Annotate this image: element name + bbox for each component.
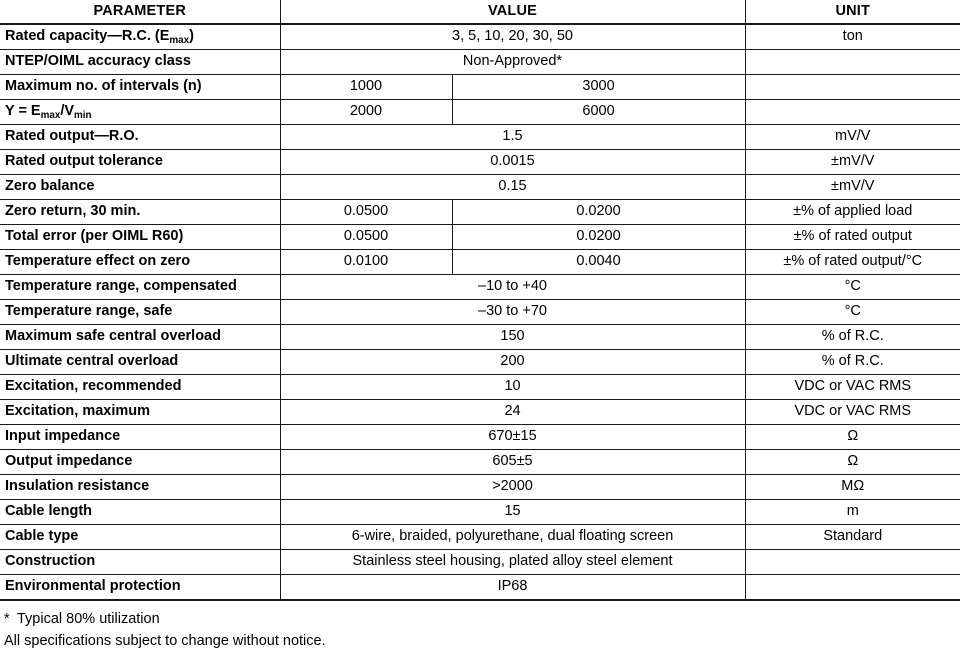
value-cell: 150 (280, 325, 745, 350)
unit-cell: % of R.C. (745, 325, 960, 350)
unit-cell: ±% of applied load (745, 200, 960, 225)
unit-cell (745, 100, 960, 125)
parameter-cell: Insulation resistance (0, 475, 280, 500)
unit-cell (745, 550, 960, 575)
unit-cell (745, 575, 960, 601)
table-row (0, 75, 960, 100)
table-row (0, 225, 960, 250)
column-header-unit: UNIT (745, 0, 960, 24)
table-header (0, 0, 960, 24)
value-cell-secondary: 3000 (452, 75, 745, 100)
unit-cell: MΩ (745, 475, 960, 500)
value-cell: 15 (280, 500, 745, 525)
unit-cell: mV/V (745, 125, 960, 150)
value-cell-primary: 2000 (280, 100, 452, 125)
parameter-cell: NTEP/OIML accuracy class (0, 50, 280, 75)
unit-cell: Standard (745, 525, 960, 550)
table-body (0, 24, 960, 600)
table-row (0, 575, 960, 601)
unit-cell: Ω (745, 425, 960, 450)
parameter-cell: Input impedance (0, 425, 280, 450)
value-cell: 24 (280, 400, 745, 425)
table-row (0, 500, 960, 525)
parameter-cell: Excitation, maximum (0, 400, 280, 425)
value-cell-primary: 0.0100 (280, 250, 452, 275)
parameter-cell: Cable type (0, 525, 280, 550)
parameter-cell: Excitation, recommended (0, 375, 280, 400)
header-row (0, 0, 960, 24)
unit-cell: Ω (745, 450, 960, 475)
value-cell-secondary: 6000 (452, 100, 745, 125)
parameter-cell: Maximum safe central overload (0, 325, 280, 350)
unit-cell (745, 75, 960, 100)
table-row (0, 275, 960, 300)
unit-cell: m (745, 500, 960, 525)
disclaimer: All specifications subject to change without notice. (4, 633, 326, 650)
table-row (0, 450, 960, 475)
value-cell: 1.5 (280, 125, 745, 150)
table-row (0, 125, 960, 150)
table-row (0, 375, 960, 400)
value-cell: 670±15 (280, 425, 745, 450)
parameter-cell: Cable length (0, 500, 280, 525)
parameter-cell: Zero balance (0, 175, 280, 200)
parameter-cell: Rated output—R.O. (0, 125, 280, 150)
value-cell: 6-wire, braided, polyurethane, dual floating screen (280, 525, 745, 550)
table-row (0, 525, 960, 550)
parameter-cell: Maximum no. of intervals (n) (0, 75, 280, 100)
table-row (0, 325, 960, 350)
value-cell: –10 to +40 (280, 275, 745, 300)
table-row (0, 300, 960, 325)
value-cell-secondary: 0.0040 (452, 250, 745, 275)
value-cell: 3, 5, 10, 20, 30, 50 (280, 24, 745, 50)
value-cell: Stainless steel housing, plated alloy steel element (280, 550, 745, 575)
table-row (0, 100, 960, 125)
parameter-cell: Construction (0, 550, 280, 575)
unit-cell: ±mV/V (745, 150, 960, 175)
notes-section (0, 601, 960, 653)
unit-cell: VDC or VAC RMS (745, 375, 960, 400)
table-row (0, 150, 960, 175)
column-header-parameter: PARAMETER (0, 0, 280, 24)
value-cell: 200 (280, 350, 745, 375)
table-row (0, 250, 960, 275)
table-row (0, 425, 960, 450)
table-row (0, 475, 960, 500)
value-cell: 605±5 (280, 450, 745, 475)
table-row (0, 50, 960, 75)
footnote (0, 608, 960, 630)
parameter-cell: Total error (per OIML R60) (0, 225, 280, 250)
footnote-marker: * (4, 611, 10, 627)
value-cell: –30 to +70 (280, 300, 745, 325)
unit-cell: ±% of rated output/°C (745, 250, 960, 275)
value-cell-primary: 0.0500 (280, 200, 452, 225)
table-row (0, 550, 960, 575)
unit-cell: °C (745, 300, 960, 325)
value-cell: IP68 (280, 575, 745, 601)
value-cell: 0.15 (280, 175, 745, 200)
unit-cell: ±mV/V (745, 175, 960, 200)
parameter-cell: Environmental protection (0, 575, 280, 601)
parameter-cell: Rated output tolerance (0, 150, 280, 175)
parameter-cell: Temperature range, safe (0, 300, 280, 325)
table-row (0, 400, 960, 425)
parameter-cell: Output impedance (0, 450, 280, 475)
parameter-cell: Rated capacity—R.C. $(E_{max})$ (0, 24, 280, 50)
unit-cell: % of R.C. (745, 350, 960, 375)
parameter-cell: $Y = E_{max}/V_{min}$ (0, 100, 280, 125)
parameter-cell: Temperature range, compensated (0, 275, 280, 300)
unit-cell: °C (745, 275, 960, 300)
value-cell: >2000 (280, 475, 745, 500)
unit-cell: ±% of rated output (745, 225, 960, 250)
table-row (0, 200, 960, 225)
value-cell: Non-Approved* (280, 50, 745, 75)
column-header-value: VALUE (280, 0, 745, 24)
table-row (0, 24, 960, 50)
footnote-text: Typical 80% utilization (17, 611, 160, 627)
parameter-cell: Ultimate central overload (0, 350, 280, 375)
unit-cell: ton (745, 24, 960, 50)
value-cell-secondary: 0.0200 (452, 200, 745, 225)
parameter-cell: Zero return, 30 min. (0, 200, 280, 225)
value-cell-primary: 0.0500 (280, 225, 452, 250)
value-cell-primary: 1000 (280, 75, 452, 100)
value-cell: 0.0015 (280, 150, 745, 175)
value-cell: 10 (280, 375, 745, 400)
table-row (0, 350, 960, 375)
parameter-cell: Temperature effect on zero (0, 250, 280, 275)
unit-cell: VDC or VAC RMS (745, 400, 960, 425)
unit-cell (745, 50, 960, 75)
value-cell-secondary: 0.0200 (452, 225, 745, 250)
table-row (0, 175, 960, 200)
